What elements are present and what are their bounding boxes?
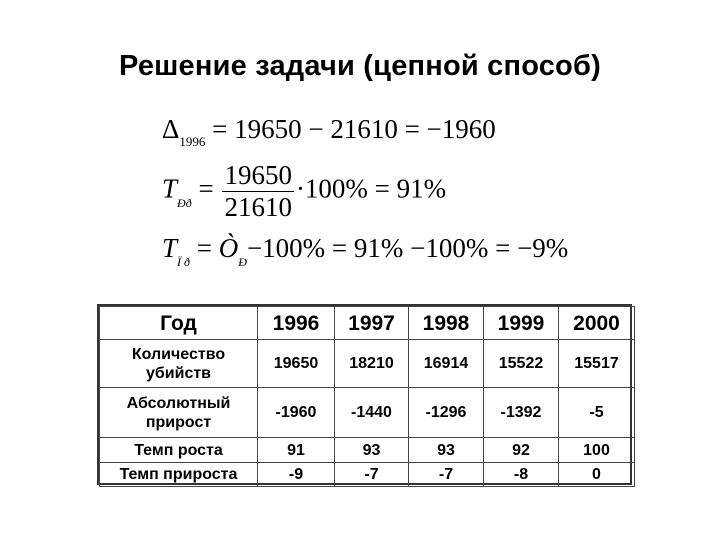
formula-growth-rate — [162, 160, 446, 223]
o-symbol: Ò — [218, 233, 239, 263]
t-subscript: Ï ð — [177, 255, 191, 269]
table-cell: 100 — [559, 438, 635, 463]
delta-symbol: Δ — [162, 114, 180, 144]
table-cell: 15517 — [559, 340, 635, 388]
table-row — [100, 438, 635, 463]
table-row — [100, 463, 635, 487]
o-subscript: Ð — [238, 255, 247, 269]
t-symbol: T — [162, 233, 178, 263]
table-cell: -1392 — [484, 388, 559, 438]
slide-title: Решение задачи (цепной способ) — [119, 50, 601, 82]
table-header-row — [100, 307, 635, 340]
header-cell: Год — [100, 307, 258, 340]
t-symbol: T — [162, 173, 178, 204]
row-label: Количество убийств — [100, 340, 258, 388]
equals-sign: = — [198, 173, 214, 204]
t-subscript: Ðð — [177, 195, 192, 210]
table-row — [100, 340, 635, 388]
fraction — [222, 160, 294, 223]
table-cell: -1960 — [258, 388, 335, 438]
table-cell: 93 — [335, 438, 409, 463]
table-cell: 91 — [258, 438, 335, 463]
table-row — [100, 388, 635, 438]
equals-sign: = — [196, 233, 213, 263]
table-cell: -5 — [559, 388, 635, 438]
fraction-numerator: 19650 — [224, 160, 292, 190]
header-cell: 1998 — [409, 307, 484, 340]
table-cell: 16914 — [409, 340, 484, 388]
table-cell: -1296 — [409, 388, 484, 438]
data-table — [97, 304, 632, 485]
table-cell: 93 — [409, 438, 484, 463]
formula-increase-rate — [162, 233, 569, 269]
formula-rhs: = 19650 − 21610 = −1960 — [212, 114, 496, 144]
header-cell: 1999 — [484, 307, 559, 340]
row-label: Темп прироста — [100, 463, 258, 487]
table-cell: -7 — [335, 463, 409, 487]
formula-absolute-change — [162, 114, 496, 149]
header-cell: 1997 — [335, 307, 409, 340]
table-cell: 0 — [559, 463, 635, 487]
table-cell: 15522 — [484, 340, 559, 388]
formula-rhs: −100% = 91% −100% = −9% — [246, 233, 569, 263]
table-cell: -1440 — [335, 388, 409, 438]
row-label: Темп роста — [100, 438, 258, 463]
row-label: Абсолютный прирост — [100, 388, 258, 438]
formula-rhs: ·100% = 91% — [295, 173, 447, 204]
table-cell: -8 — [484, 463, 559, 487]
delta-subscript: 1996 — [179, 134, 206, 149]
header-cell: 2000 — [559, 307, 635, 340]
table-cell: -7 — [409, 463, 484, 487]
table-cell: 92 — [484, 438, 559, 463]
header-cell: 1996 — [258, 307, 335, 340]
fraction-denominator: 21610 — [224, 192, 292, 222]
table-cell: -9 — [258, 463, 335, 487]
table-cell: 19650 — [258, 340, 335, 388]
table-cell: 18210 — [335, 340, 409, 388]
